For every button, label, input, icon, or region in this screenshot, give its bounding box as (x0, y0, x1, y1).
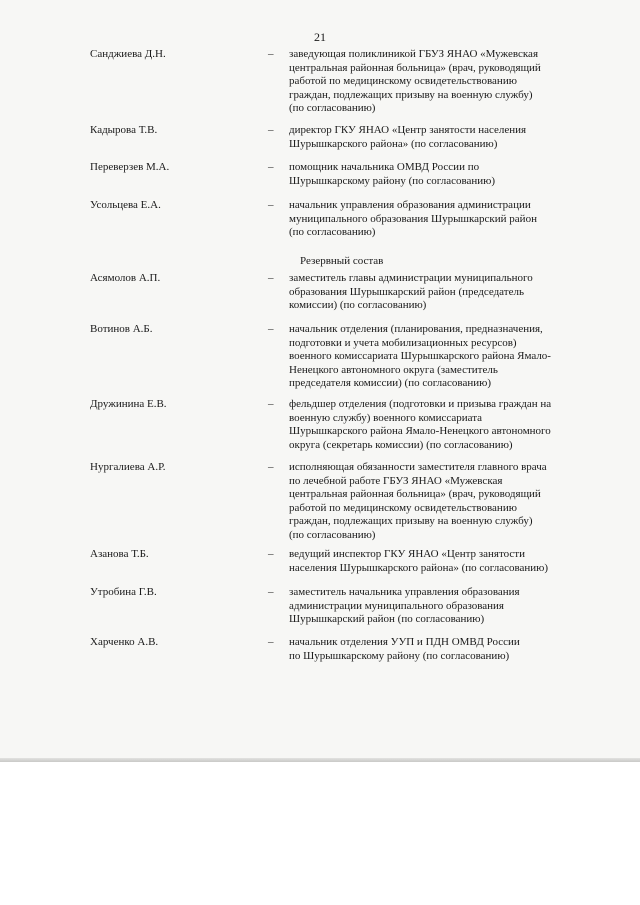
reserve-section-heading: Резервный состав (300, 255, 384, 267)
position-line: начальник отделения (планирования, предназначения, (289, 323, 543, 335)
position-line: фельдшер отделения (подготовки и призыва граждан на (289, 398, 552, 410)
position-line: Шурышкарского района» (по согласованию) (289, 137, 498, 150)
member-position (289, 199, 599, 240)
member-name: Утробина Г.В. (90, 586, 157, 598)
separator-dash: – (268, 272, 274, 284)
position-line: центральная районная больница» (врач, руководящий (289, 488, 541, 500)
separator-dash: – (268, 636, 274, 648)
member-position (289, 323, 599, 391)
position-line: военную службу) военного комиссариата (289, 411, 483, 424)
member-name: Нургалиева А.Р. (90, 461, 166, 473)
position-line: населения Шурышкарского района» (по согласованию) (289, 561, 549, 574)
position-line: заведующая поликлиникой ГБУЗ ЯНАО «Мужевская (289, 48, 538, 60)
position-line: (по согласованию) (289, 528, 376, 541)
member-position (289, 398, 599, 452)
member-position (289, 161, 599, 188)
position-line: (по согласованию) (289, 102, 376, 114)
member-name: Санджиева Д.Н. (90, 48, 166, 60)
separator-dash: – (268, 124, 274, 136)
scan-bottom-edge (0, 758, 640, 762)
separator-dash: – (268, 199, 274, 211)
position-line: по Шурышкарскому району (по согласованию) (289, 649, 510, 662)
separator-dash: – (268, 586, 274, 598)
position-line: по лечебной работе ГБУЗ ЯНАО «Мужевская (289, 474, 503, 487)
separator-dash: – (268, 323, 274, 335)
position-line: округа (секретарь комиссии) (по согласованию) (289, 438, 513, 451)
member-position (289, 48, 599, 116)
position-line: граждан, подлежащих призыву на военную службу) (289, 88, 533, 101)
position-line: начальник управления образования администрации (289, 199, 531, 211)
member-name: Харченко А.В. (90, 636, 159, 648)
position-line: (по согласованию) (289, 226, 376, 238)
separator-dash: – (268, 161, 274, 173)
member-position (289, 548, 599, 575)
page-number: 21 (314, 30, 326, 44)
member-name: Азанова Т.Б. (90, 548, 149, 560)
member-position (289, 124, 599, 151)
member-name: Переверзев М.А. (90, 161, 170, 173)
position-line: помощник начальника ОМВД России по (289, 161, 480, 173)
separator-dash: – (268, 48, 274, 60)
position-line: начальник отделения УУП и ПДН ОМВД России (289, 636, 520, 648)
member-position (289, 272, 599, 313)
position-line: директор ГКУ ЯНАО «Центр занятости населения (289, 124, 527, 136)
position-line: Шурышкарский район (по согласованию) (289, 613, 485, 625)
position-line: работой по медицинскому освидетельствованию (289, 75, 517, 87)
position-line: образования Шурышкарский район (председатель (289, 285, 524, 298)
member-position (289, 636, 599, 663)
member-name: Кадырова Т.В. (90, 124, 158, 136)
member-name: Вотинов А.Б. (90, 323, 153, 335)
separator-dash: – (268, 461, 274, 473)
position-line: администрации муниципального образования (289, 599, 504, 612)
position-line: заместитель главы администрации муниципального (289, 272, 533, 284)
position-line: работой по медицинскому освидетельствованию (289, 501, 517, 514)
position-line: Ненецкого автономного округа (заместитель (289, 363, 498, 376)
separator-dash: – (268, 548, 274, 560)
position-line: Шурышкарского района Ямало-Ненецкого автономного (289, 425, 551, 437)
separator-dash: – (268, 398, 274, 410)
position-line: заместитель начальника управления образования (289, 586, 520, 598)
position-line: ведущий инспектор ГКУ ЯНАО «Центр занятости (289, 548, 525, 560)
position-line: муниципального образования Шурышкарский район (289, 212, 537, 225)
member-position (289, 461, 599, 542)
member-name: Асямолов А.П. (90, 272, 161, 284)
position-line: председателя комиссии) (по согласованию) (289, 377, 492, 389)
member-position (289, 586, 599, 627)
position-line: центральная районная больница» (врач, руководящий (289, 61, 541, 74)
position-line: подготовки и учета мобилизационных ресурсов) (289, 336, 517, 349)
position-line: военного комиссариата Шурышкарского района Ямало- (289, 350, 551, 362)
position-line: Шурышкарскому району (по согласованию) (289, 174, 496, 187)
member-name: Дружинина Е.В. (90, 398, 167, 410)
position-line: исполняющая обязанности заместителя главного врача (289, 461, 547, 473)
position-line: граждан, подлежащих призыву на военную службу) (289, 515, 533, 527)
position-line: комиссии) (по согласованию) (289, 299, 427, 311)
member-name: Усольцева Е.А. (90, 199, 161, 211)
